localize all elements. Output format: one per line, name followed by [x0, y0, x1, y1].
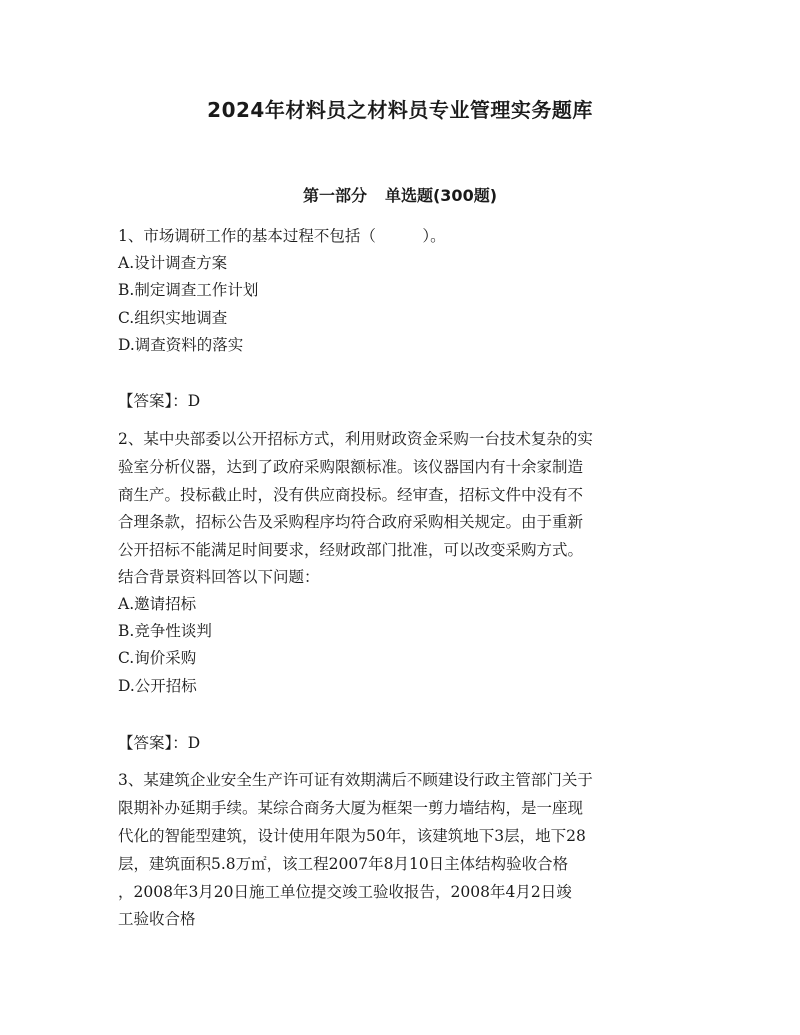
- question-2-line-2: 验室分析仪器，达到了政府采购限额标准。该仪器国内有十余家制造: [118, 458, 584, 476]
- question-2-line-3: 商生产。投标截止时，没有供应商投标。经审查，招标文件中没有不: [118, 486, 584, 504]
- question-3-line-5: ，2008年3月20日施工单位提交竣工验收报告，2008年4月2日竣: [118, 883, 572, 901]
- question-1-option-c: C.组织实地调查: [118, 309, 228, 327]
- question-2-line-6: 结合背景资料回答以下问题：: [118, 568, 320, 586]
- question-3-line-3: 代化的智能型建筑，设计使用年限为50年，该建筑地下3层，地下28: [118, 827, 586, 845]
- question-3-line-4: 层，建筑面积5.8万㎡，该工程2007年8月10日主体结构验收合格: [118, 855, 569, 873]
- section-name: 第一部分: [302, 186, 367, 205]
- question-2-option-b: B.竞争性谈判: [118, 622, 212, 640]
- question-2-option-a: A.邀请招标: [118, 595, 197, 613]
- question-3-line-2: 限期补办延期手续。某综合商务大厦为框架一剪力墙结构，是一座现: [118, 799, 584, 817]
- question-1-option-b: B.制定调查工作计划: [118, 281, 259, 299]
- document-title: 2024年材料员之材料员专业管理实务题库: [207, 98, 593, 122]
- question-2-line-4: 合理条款，招标公告及采购程序均符合政府采购相关规定。由于重新: [118, 513, 584, 531]
- question-2-answer: 【答案】：D: [118, 734, 201, 752]
- question-1-option-a: A.设计调查方案: [118, 254, 228, 272]
- question-2-line-5: 公开招标不能满足时间要求，经财政部门批准，可以改变采购方式。: [118, 541, 584, 559]
- question-1-answer: 【答案】：D: [118, 392, 201, 410]
- question-1-text: 1、市场调研工作的基本过程不包括（ ）。: [118, 227, 446, 245]
- section-label: 单选题(300题): [384, 186, 498, 205]
- question-2-option-c: C.询价采购: [118, 649, 197, 667]
- question-3-line-6: 工验收合格: [118, 910, 196, 928]
- question-1-option-d: D.调查资料的落实: [118, 336, 244, 354]
- question-2-line-1: 2、某中央部委以公开招标方式，利用财政资金采购一台技术复杂的实: [118, 430, 593, 448]
- question-3-line-1: 3、某建筑企业安全生产许可证有效期满后不顾建设行政主管部门关于: [118, 771, 593, 789]
- question-2-option-d: D.公开招标: [118, 677, 197, 695]
- section-heading: [0, 183, 800, 206]
